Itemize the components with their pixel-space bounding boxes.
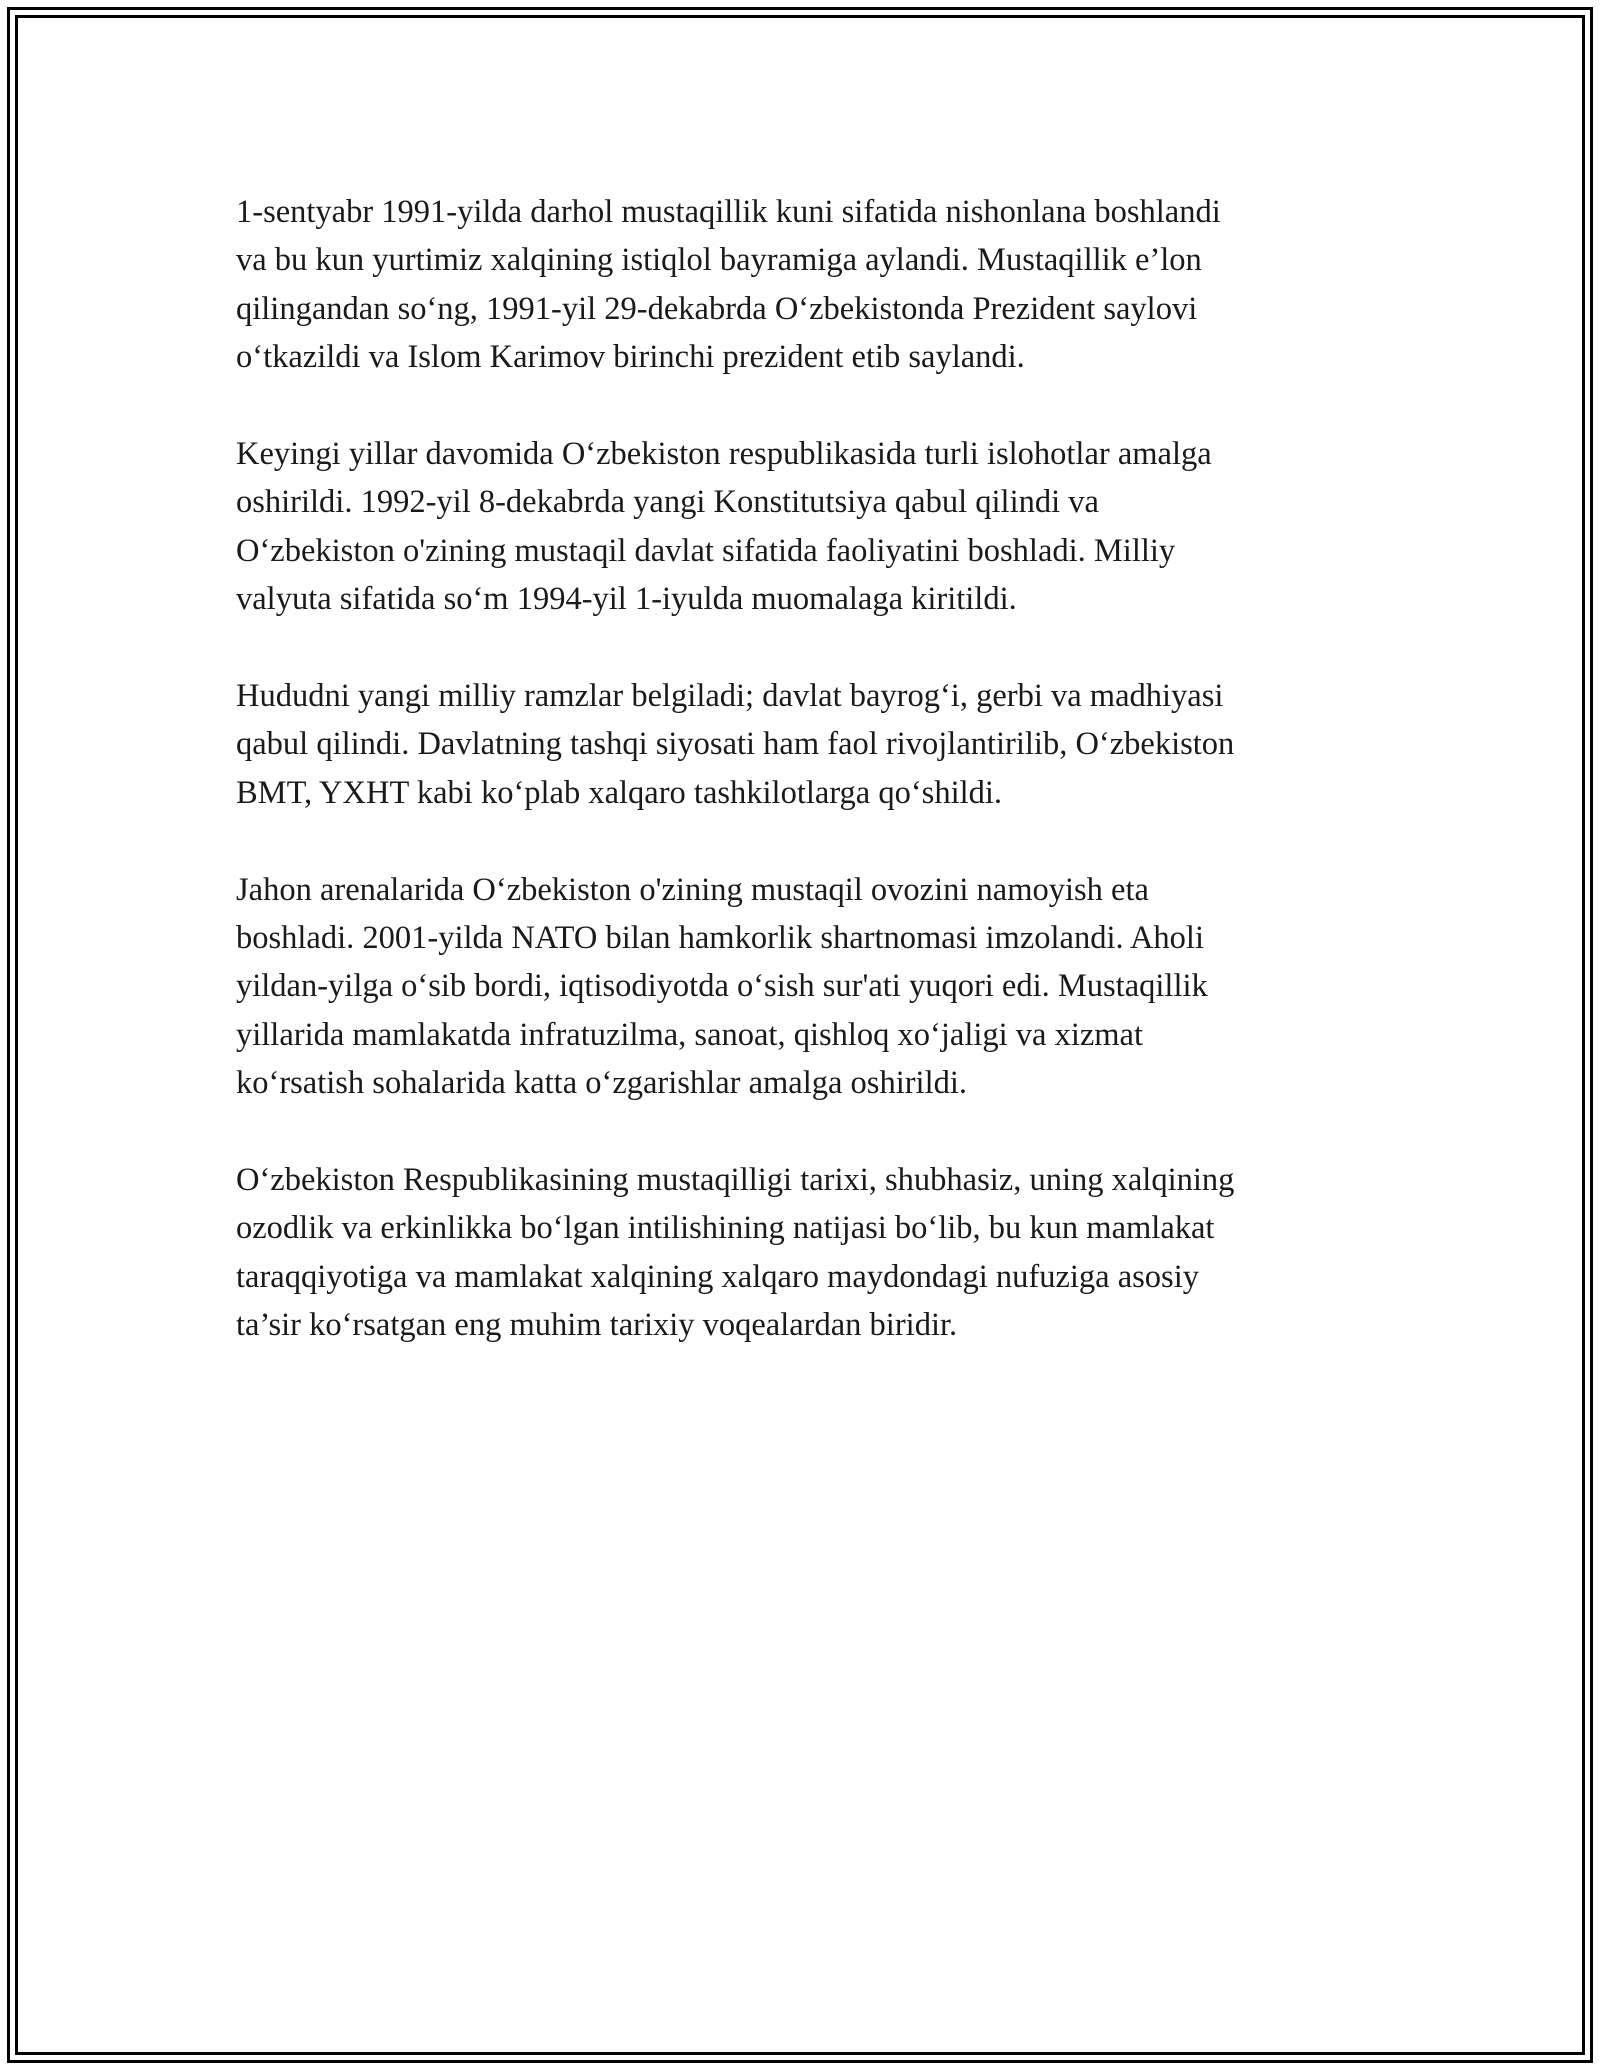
paragraph-1: 1-sentyabr 1991-yilda darhol mustaqillik kuni sifatida nishonlana boshlandi va bu kun yurtimiz xalqining istiqlol bayramiga aylandi. Mustaqillik e’lon qilingandan so‘ng, 1991-yil 29-dekabrda O‘zbekistonda Prezident saylovi o‘tkazildi va Islom Karimov birinchi prezident etib saylandi. [236,194,1221,376]
paragraph-3: Hududni yangi milliy ramzlar belgiladi; davlat bayrog‘i, gerbi va madhiyasi qabul qilindi. Davlatning tashqi siyosati ham faol rivojlantirilib, O‘zbekiston BMT, YXHT kabi ko‘plab xalqaro tashkilotlarga qo‘shildi. [236,678,1235,811]
paragraph-4: Jahon arenalarida O‘zbekiston o'zining mustaqil ovozini namoyish eta boshladi. 2001-yilda NATO bilan hamkorlik shartnomasi imzolandi. Aholi yildan-yilga o‘sib bordi, iqtisodiyotda o‘sish sur'ati yuqori edi. Mustaqillik yillarida mamlakatda infratuzilma, sanoat, qishloq xo‘jaligi va xizmat ko‘rsatish sohalarida katta o‘zgarishlar amalga oshirildi. [236,871,1208,1102]
paragraph-2: Keyingi yillar davomida O‘zbekiston respublikasida turli islohotlar amalga oshirildi. 1992-yil 8-dekabrda yangi Konstitutsiya qabul qilindi va O‘zbekiston o'zining mustaqil davlat sifatida faoliyatini boshladi. Milliy valyuta sifatida so‘m 1994-yil 1-iyulda muomalaga kiritildi. [236,436,1212,618]
document-body [236,188,1366,1398]
paragraph-5: O‘zbekiston Respublikasining mustaqilligi tarixi, shubhasiz, uning xalqining ozodlik va erkinlikka bo‘lgan intilishining natijasi bo‘lib, bu kun mamlakat taraqqiyotiga va mamlakat xalqining xalqaro maydondagi nufuziga asosiy ta’sir ko‘rsatgan eng muhim tarixiy voqealardan biridir. [236,1162,1235,1344]
